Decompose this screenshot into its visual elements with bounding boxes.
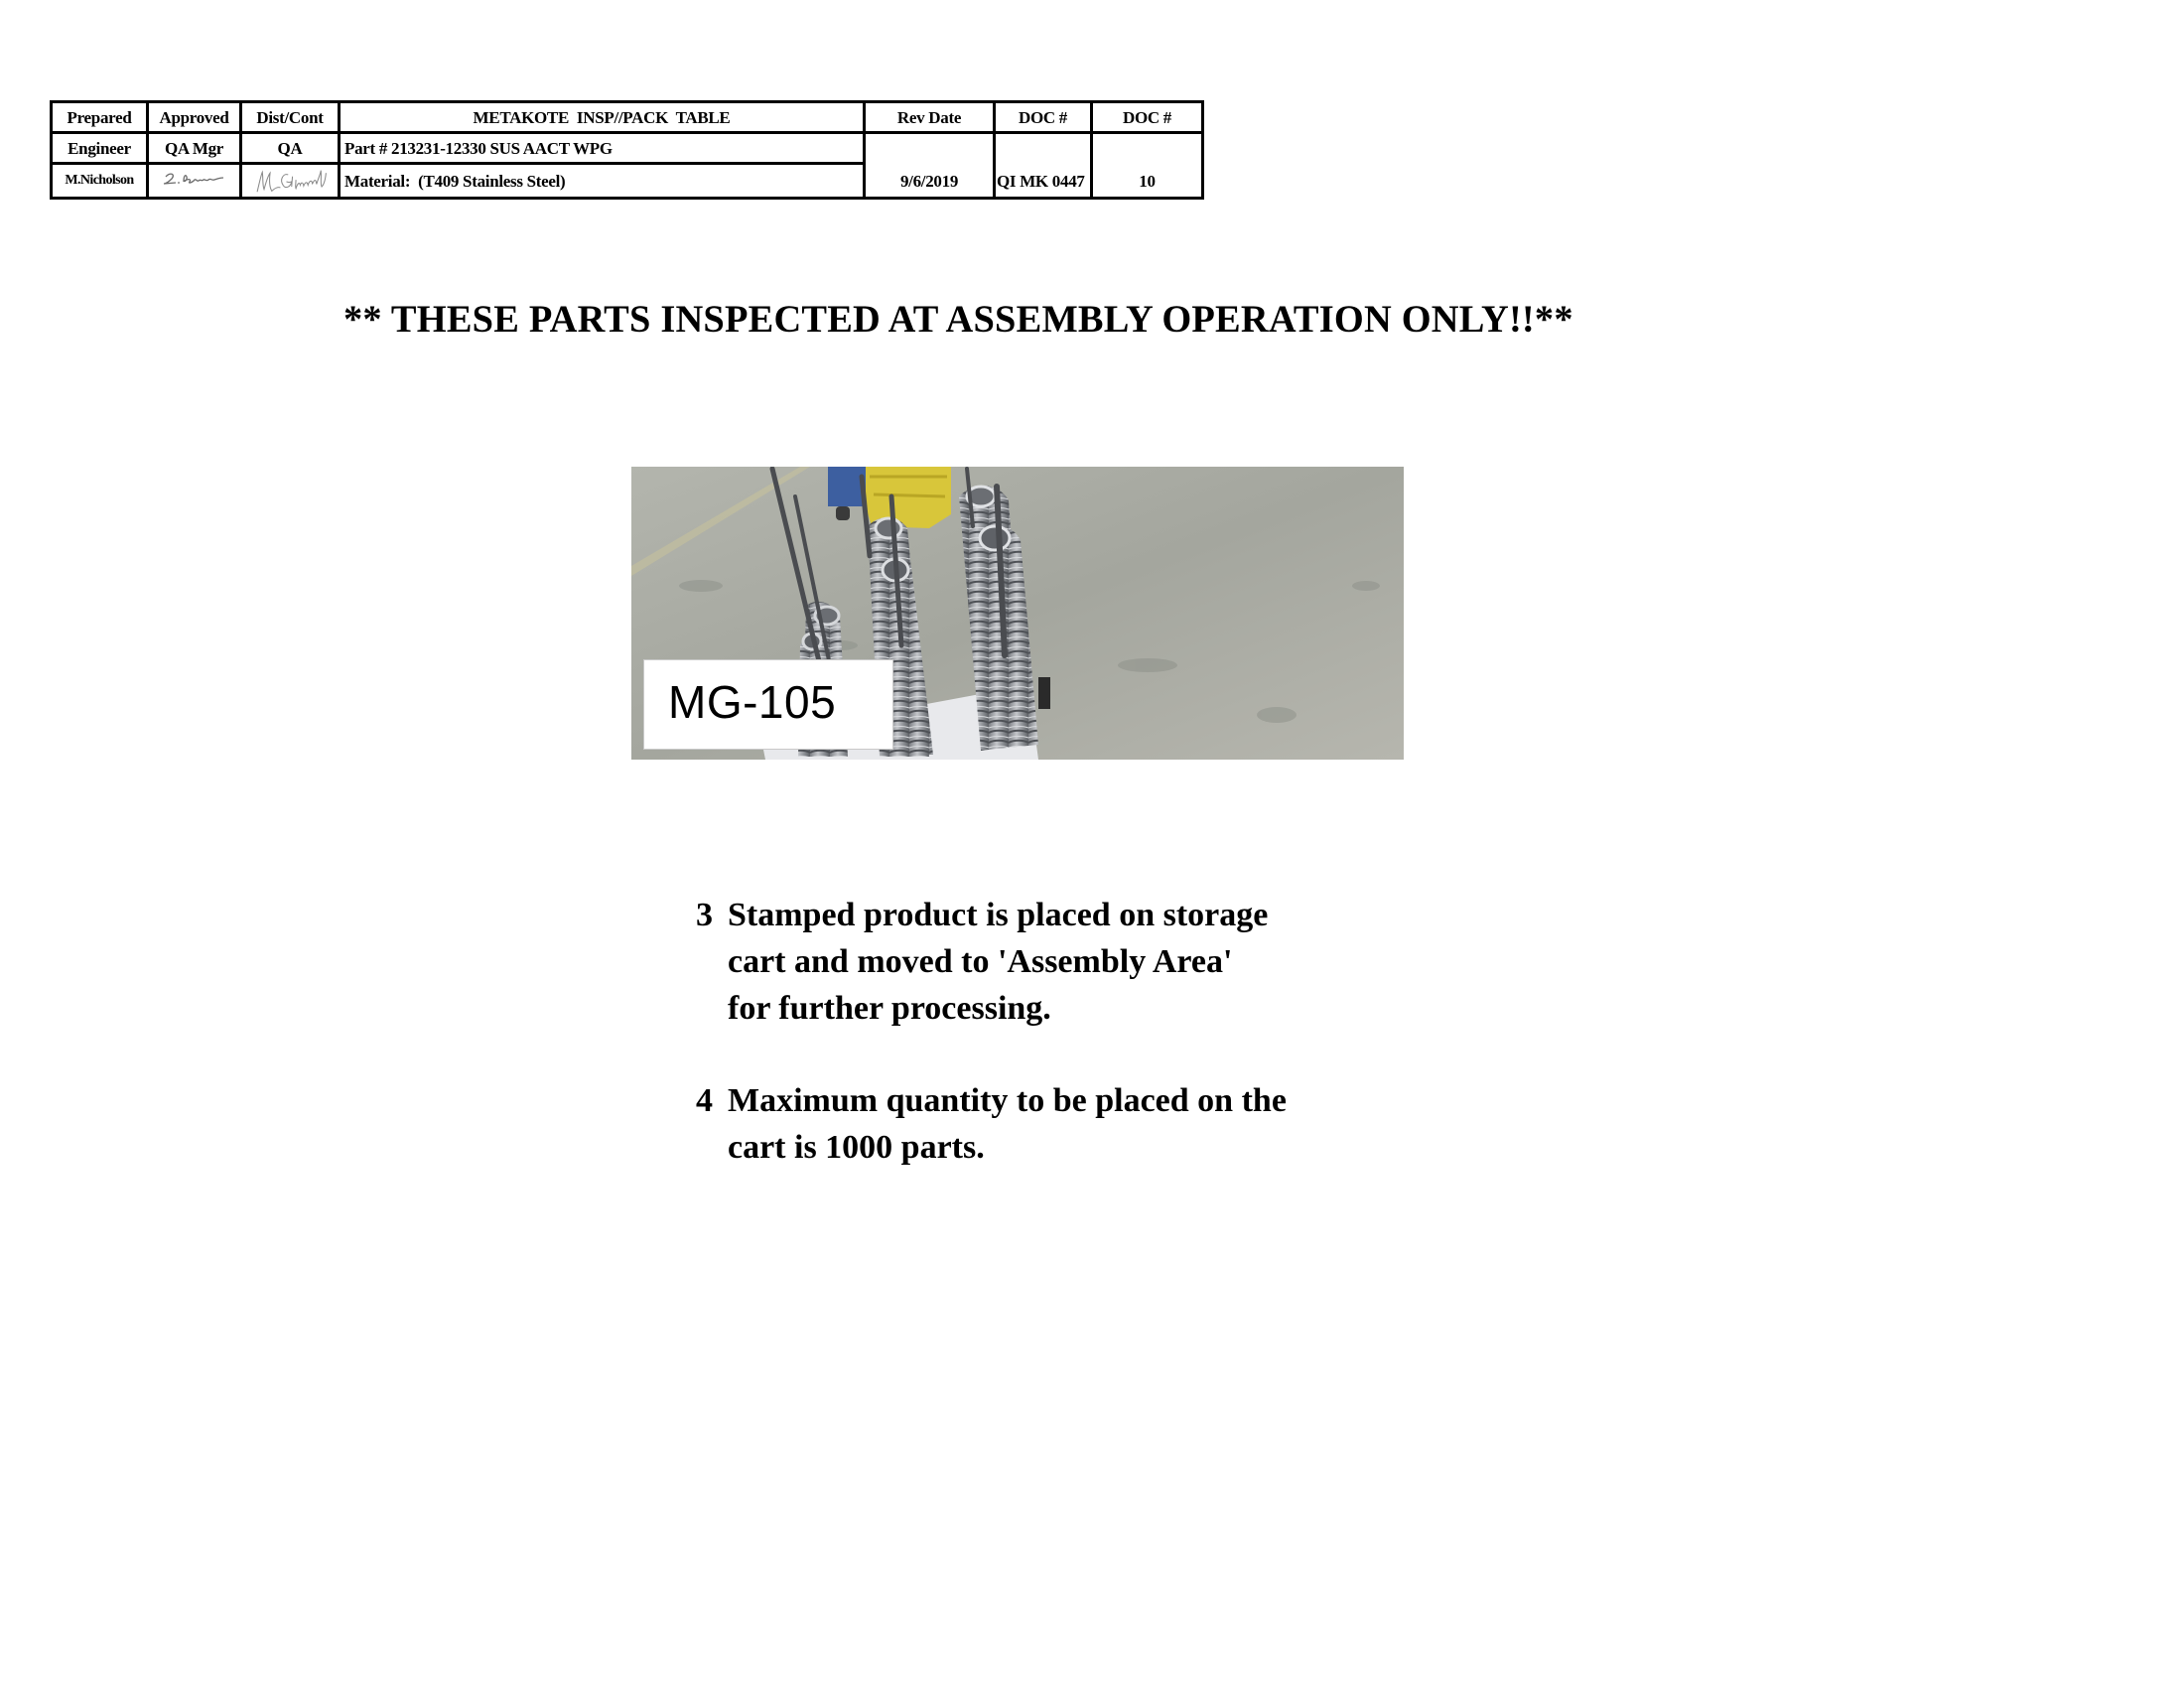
step-number: 3 [696,897,713,933]
doc-number-header-2: DOC # [1092,102,1203,133]
part-number: Part # 213231-12330 SUS AACT WPG [340,133,865,164]
instruction-steps [696,892,1490,1171]
signature-icon [160,168,229,194]
part-label-box [643,659,893,750]
step-number: 4 [696,1082,713,1119]
dist-cont-signature [241,164,340,199]
prepared-by-name: M.Nicholson [52,164,148,199]
doc-number-2-value: 10 [1092,133,1203,199]
step-4 [696,1077,1490,1171]
step-text-line: Maximum quantity to be placed on the [728,1082,1287,1119]
approved-signature [148,164,241,199]
doc-number-value: QI MK 0447 [995,133,1092,199]
prepared-header: Prepared [52,102,148,133]
document-control-table [50,100,1204,200]
approved-role: QA Mgr [148,133,241,164]
part-label: MG-105 [668,676,837,728]
rev-date-value: 9/6/2019 [865,133,995,199]
rev-date-header: Rev Date [865,102,995,133]
parts-photo [631,467,1404,760]
prepared-role: Engineer [52,133,148,164]
dist-cont-role: QA [241,133,340,164]
approved-header: Approved [148,102,241,133]
step-3 [696,892,1490,1032]
step-text-line: cart is 1000 parts. [728,1129,985,1166]
material: Material: (T409 Stainless Steel) [340,164,865,199]
dist-cont-header: Dist/Cont [241,102,340,133]
signature-icon [246,168,334,194]
inspection-notice-headline: ** THESE PARTS INSPECTED AT ASSEMBLY OPERATION ONLY!!** [343,298,1573,341]
doc-number-header: DOC # [995,102,1092,133]
step-text-line: for further processing. [728,990,1051,1027]
step-text-line: Stamped product is placed on storage [728,897,1269,933]
document-title: METAKOTE INSP//PACK TABLE [340,102,865,133]
step-text-line: cart and moved to 'Assembly Area' [728,943,1233,980]
